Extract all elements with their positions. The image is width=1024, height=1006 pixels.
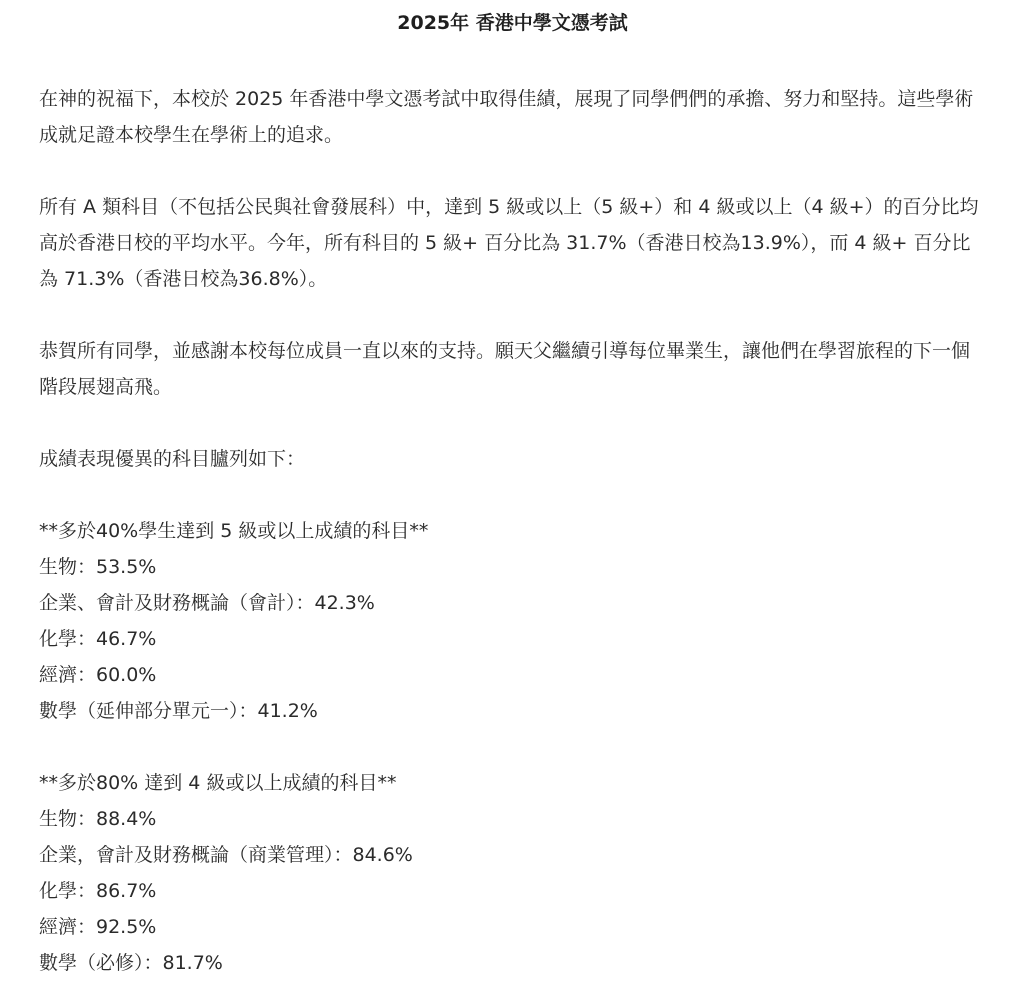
list-item: 生物：53.5% bbox=[39, 556, 157, 578]
list-item: 數學（必修）：81.7% bbox=[39, 952, 223, 974]
results-summary-paragraph: 所有 A 類科目（不包括公民與社會發展科）中，達到 5 級或以上（5 級+）和 4 級或以上（4 級+）的百分比均高於香港日校的平均水平。今年，所有科目的 5 級+ 百分比為 31.7%（香港日校為13.9%），而 4 級+ 百分比為 71.3%（香港日校為36.8%）。 bbox=[39, 196, 979, 290]
subjects-intro-paragraph: 成績表現優異的科目臚列如下： bbox=[39, 448, 306, 470]
list-item: 生物：88.4% bbox=[39, 808, 157, 830]
level5-section-heading: **多於40%學生達到 5 級或以上成績的科目** bbox=[39, 520, 429, 542]
page-title: 2025年 香港中學文憑考試 bbox=[397, 12, 628, 34]
list-item: 經濟：92.5% bbox=[39, 916, 157, 938]
list-item: 企業、會計及財務概論（會計）：42.3% bbox=[39, 592, 375, 614]
list-item: 化學：46.7% bbox=[39, 628, 157, 650]
level5-subject-list bbox=[39, 513, 986, 729]
list-item: 企業，會計及財務概論（商業管理）：84.6% bbox=[39, 844, 413, 866]
intro-paragraph: 在神的祝福下，本校於 2025 年香港中學文憑考試中取得佳績，展現了同學們們的承擔、努力和堅持。這些學術成就足證本校學生在學術上的追求。 bbox=[39, 88, 974, 146]
congratulations-paragraph: 恭賀所有同學，並感謝本校每位成員一直以來的支持。願天父繼續引導每位畢業生，讓他們在學習旅程的下一個階段展翅高飛。 bbox=[39, 340, 971, 398]
level4-subject-list bbox=[39, 765, 986, 981]
article bbox=[0, 10, 1024, 1006]
list-item: 數學（延伸部分單元一）：41.2% bbox=[39, 700, 318, 722]
list-item: 化學：86.7% bbox=[39, 880, 157, 902]
level4-section-heading: **多於80% 達到 4 級或以上成績的科目** bbox=[39, 772, 397, 794]
list-item: 經濟：60.0% bbox=[39, 664, 157, 686]
